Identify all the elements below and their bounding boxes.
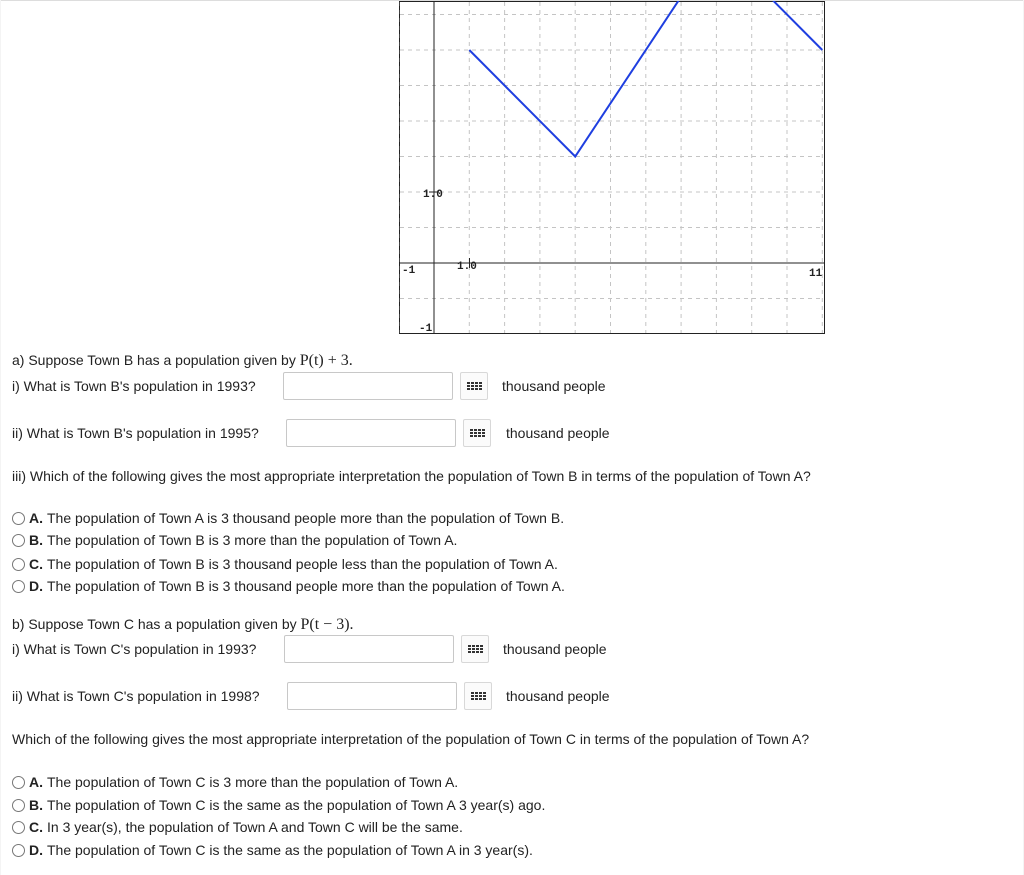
part-a-q1-label: i) What is Town B's population in 1993?: [12, 378, 256, 394]
radio-button[interactable]: [12, 776, 25, 789]
option-text: The population of Town C is the same as the population of Town A in 3 year(s).: [47, 842, 533, 858]
part-a-option-a[interactable]: [12, 509, 564, 527]
town-b-1995-keypad-button[interactable]: [463, 419, 491, 447]
y-tick-label: 1.0: [423, 189, 443, 201]
part-a-intro-text: a) Suppose Town B has a population given by: [12, 352, 300, 368]
radio-button[interactable]: [12, 558, 25, 571]
radio-button[interactable]: [12, 844, 25, 857]
x-axis-max-label: 11: [809, 268, 823, 280]
option-text: The population of Town B is 3 thousand people less than the population of Town A.: [47, 556, 558, 572]
radio-button[interactable]: [12, 799, 25, 812]
option-letter: B.: [29, 532, 43, 548]
option-text: The population of Town B is 3 thousand people more than the population of Town A.: [47, 578, 565, 594]
part-b-intro: [12, 615, 354, 634]
x-tick-label: 1.0: [457, 261, 477, 273]
part-b-q2-label: ii) What is Town C's population in 1998?: [12, 688, 260, 704]
option-letter: C.: [29, 556, 43, 572]
radio-button[interactable]: [12, 512, 25, 525]
population-graph: [399, 1, 825, 335]
keypad-icon: [471, 692, 486, 700]
radio-button[interactable]: [12, 580, 25, 593]
keypad-icon: [468, 645, 483, 653]
part-a-option-b[interactable]: [12, 531, 457, 549]
part-b-option-a[interactable]: [12, 773, 458, 791]
part-b-option-d[interactable]: [12, 841, 533, 859]
town-b-1995-input[interactable]: [286, 419, 456, 447]
town-c-1998-unit: thousand people: [506, 688, 610, 704]
option-letter: B.: [29, 797, 43, 813]
town-b-1995-unit: thousand people: [506, 425, 610, 441]
part-b-option-c[interactable]: [12, 818, 463, 836]
town-c-1993-unit: thousand people: [503, 641, 607, 657]
radio-button[interactable]: [12, 534, 25, 547]
town-b-1993-keypad-button[interactable]: [460, 372, 488, 400]
part-a-q2-label: ii) What is Town B's population in 1995?: [12, 425, 259, 441]
part-a-intro: [12, 351, 353, 370]
page: [1, 0, 1023, 875]
radio-button[interactable]: [12, 821, 25, 834]
town-c-1998-keypad-button[interactable]: [464, 682, 492, 710]
x-axis-min-label: -1: [402, 265, 416, 277]
option-text: The population of Town A is 3 thousand people more than the population of Town B.: [47, 510, 565, 526]
y-axis-min-label: -1: [419, 323, 433, 335]
part-a-option-c[interactable]: [12, 555, 558, 573]
option-text: The population of Town C is 3 more than the population of Town A.: [47, 774, 459, 790]
town-b-1993-input[interactable]: [283, 372, 453, 400]
option-letter: C.: [29, 819, 43, 835]
part-b-q1-label: i) What is Town C's population in 1993?: [12, 641, 257, 657]
part-b-expression: P(t − 3).: [300, 616, 354, 633]
part-a-option-d[interactable]: [12, 577, 565, 595]
part-a-expression: P(t) + 3.: [299, 352, 353, 369]
option-letter: D.: [29, 578, 43, 594]
option-letter: D.: [29, 842, 43, 858]
town-c-1993-input[interactable]: [284, 635, 454, 663]
keypad-icon: [470, 429, 485, 437]
part-b-option-b[interactable]: [12, 796, 545, 814]
town-c-1993-keypad-button[interactable]: [461, 635, 489, 663]
part-b-intro-text: b) Suppose Town C has a population given by: [12, 616, 301, 632]
option-letter: A.: [29, 510, 43, 526]
part-a-q3-label: iii) Which of the following gives the most appropriate interpretation the population of Town B in terms of the population of Town A?: [12, 468, 811, 484]
option-text: In 3 year(s), the population of Town A and Town C will be the same.: [47, 819, 463, 835]
graph-frame: [400, 2, 825, 334]
town-b-1993-unit: thousand people: [502, 378, 606, 394]
option-letter: A.: [29, 774, 43, 790]
option-text: The population of Town C is the same as the population of Town A 3 year(s) ago.: [47, 797, 546, 813]
town-c-1998-input[interactable]: [287, 682, 457, 710]
keypad-icon: [467, 382, 482, 390]
part-b-q3-label: Which of the following gives the most appropriate interpretation of the population of Town C in terms of the population of Town A?: [12, 731, 810, 747]
option-text: The population of Town B is 3 more than the population of Town A.: [47, 532, 458, 548]
